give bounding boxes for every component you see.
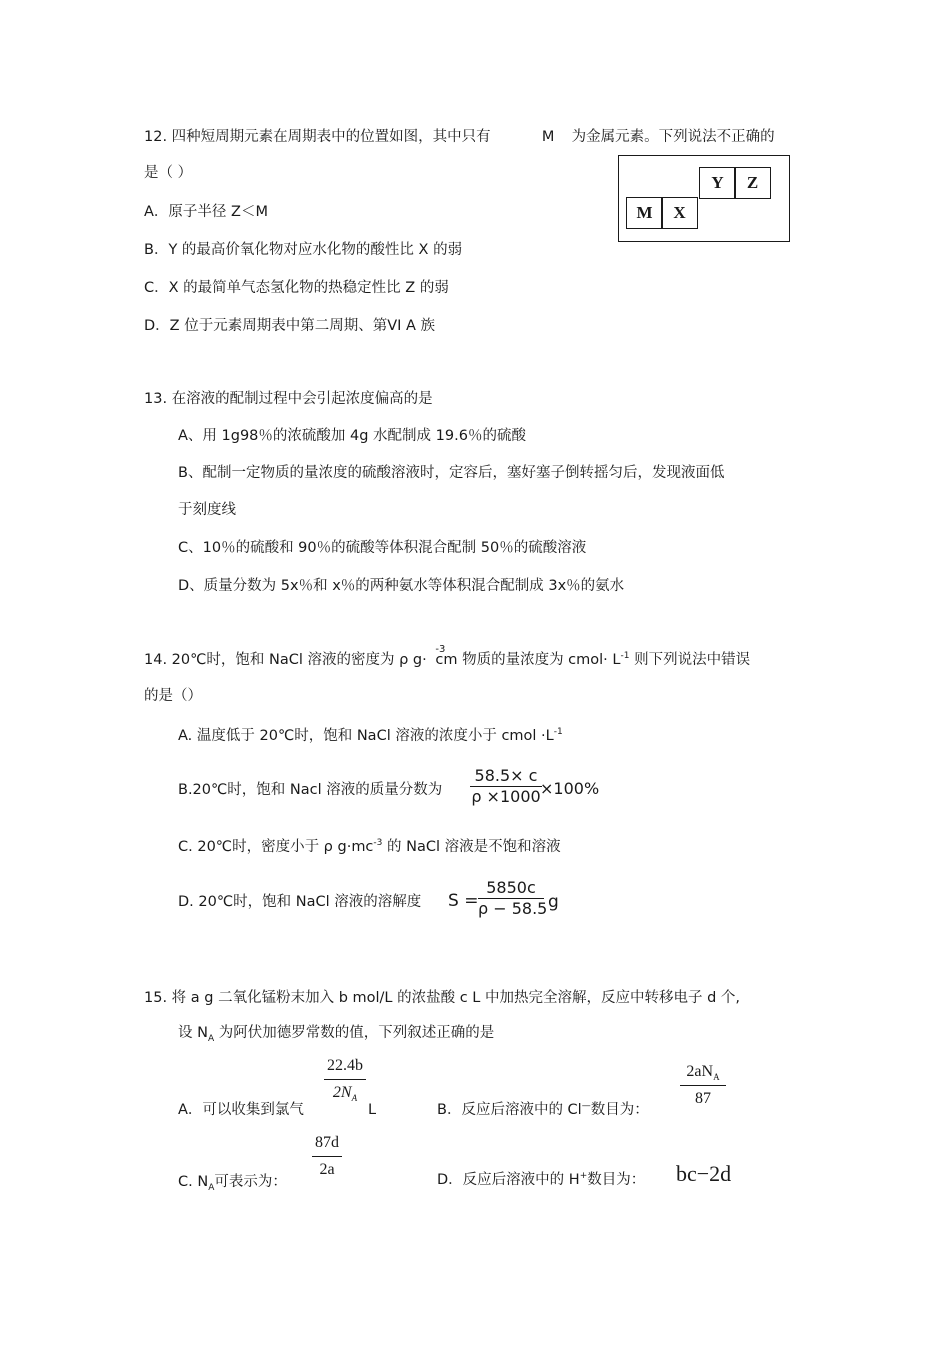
q12-stem-line1 [144, 130, 775, 145]
q15-option-c-sub: A [208, 1182, 215, 1193]
q14-option-d-denominator: ρ − 58.5 [478, 899, 548, 918]
q15-option-b-text: B．反应后溶液中的 Cl [437, 1102, 582, 1118]
q15-option-d-expression: bc−2d [676, 1161, 732, 1186]
q15-option-b-numerator: 2aN [686, 1063, 714, 1080]
q12-cell-x: X [661, 197, 698, 229]
q12-periodic-table-figure [618, 155, 790, 242]
q15-option-b-fraction [680, 1064, 726, 1107]
q12-option-d: D．Z 位于元素周期表中第二周期、第VI A 族 [144, 318, 436, 334]
q15-stem-line2 [178, 1025, 495, 1044]
q14-option-d-fraction [478, 878, 548, 918]
q14-stem-cm: cm [435, 652, 458, 668]
q12-cell-y: Y [699, 167, 736, 199]
q14-option-b-numerator: 58.5× c [474, 766, 538, 785]
q13-option-b: B、配制一定物质的量浓度的硫酸溶液时，定容后，塞好塞子倒转摇匀后，发现液面低 [178, 465, 725, 481]
q15-option-c-fraction [312, 1135, 342, 1178]
q15-option-d-sup: + [579, 1171, 588, 1182]
q15-stem-line1: 15. 将 a g 二氧化锰粉末加入 b mol/L 的浓盐酸 c L 中加热完全溶解，反应中转移电子 d 个, [144, 990, 741, 1006]
q12-stem-a: 12. 四种短周期元素在周期表中的位置如图，其中只有 [144, 129, 491, 145]
q14-stem-line1 [144, 644, 751, 668]
q15-option-a-fraction [324, 1057, 366, 1104]
q14-stem-b: 物质的量浓度为 cmol· L [462, 652, 621, 668]
q15-option-a-denominator: 2N [332, 1084, 352, 1101]
q15-stem-b-sub: A [207, 1033, 215, 1044]
q14-option-a [178, 729, 563, 744]
q14-option-d-numerator: 5850c [486, 878, 536, 897]
q14-option-b-tail: ×100% [540, 779, 600, 798]
q15-option-a: A．可以收集到氯气 [178, 1102, 304, 1118]
q15-option-c-numerator: 87d [315, 1134, 339, 1151]
q13-option-b-cont: 于刻度线 [178, 502, 236, 518]
q14-option-b-denominator: ρ ×1000 [471, 787, 541, 806]
q13-option-a: A、用 1g98％的浓硫酸加 4g 水配制成 19.6％的硫酸 [178, 428, 526, 444]
q15-option-a-denominator-sub: A [351, 1093, 358, 1104]
q14-stem-sup2: -1 [620, 651, 630, 662]
q12-stem-line2: 是（ ） [144, 165, 193, 181]
q14-option-b: B.20℃时，饱和 Nacl 溶液的质量分数为 [178, 782, 443, 798]
q14-option-c-sup: -3 [373, 838, 383, 849]
q15-option-c-text-a: C. N [178, 1174, 209, 1190]
q15-option-b-numerator-sub: A [713, 1072, 720, 1083]
q15-option-b [437, 1103, 649, 1118]
q14-option-c-text-b: 的 NaCl 溶液是不饱和溶液 [387, 839, 561, 855]
q14-stem-line2: 的是（） [144, 688, 202, 704]
q15-option-c [178, 1174, 287, 1193]
q15-option-a-numerator: 22.4b [327, 1057, 363, 1074]
q14-option-d-unit: g [548, 892, 559, 912]
q14-option-d: D. 20℃时，饱和 NaCl 溶液的溶解度 [178, 894, 422, 910]
q14-stem-c: 则下列说法中错误 [634, 652, 751, 668]
q12-cell-z: Z [734, 167, 771, 199]
q15-option-b-tail: 数目为： [590, 1102, 649, 1118]
q12-stem-b: 为金属元素。下列说法不正确的 [571, 129, 775, 145]
q15-stem-b: 设 N [178, 1025, 208, 1041]
q12-option-c: C．X 的最简单气态氢化物的热稳定性比 Z 的弱 [144, 280, 449, 296]
q14-stem-a: 14. 20℃时，饱和 NaCl 溶液的密度为 ρ g· [144, 652, 427, 668]
q15-option-b-sup: — [581, 1101, 591, 1112]
q15-option-d-text-a: D．反应后溶液中的 H [437, 1172, 580, 1188]
q12-cell-m: M [626, 197, 663, 229]
q14-option-a-text: A. 温度低于 20℃时，饱和 NaCl 溶液的浓度小于 cmol ·L [178, 728, 554, 744]
q13-stem: 13. 在溶液的配制过程中会引起浓度偏高的是 [144, 391, 433, 407]
q14-option-c-text-a: C. 20℃时，密度小于 ρ g·mc [178, 839, 374, 855]
q15-stem-b-tail: 为阿伏加德罗常数的值，下列叙述正确的是 [218, 1025, 495, 1041]
q14-option-d-s: S = [448, 891, 479, 911]
q15-option-a-unit: L [368, 1102, 377, 1118]
q14-option-a-sup: -1 [553, 727, 563, 738]
q13-option-d: D、质量分数为 5x％和 x％的两种氨水等体积混合配制成 3x％的氨水 [178, 578, 625, 594]
q14-stem-sup: -3 [435, 644, 446, 655]
q13-option-c: C、10％的硫酸和 90％的硫酸等体积混合配制 50％的硫酸溶液 [178, 540, 587, 556]
q15-option-b-denominator: 87 [695, 1090, 711, 1107]
q15-option-c-text-b: 可表示为： [214, 1174, 287, 1190]
q12-stem-m: M [541, 129, 555, 145]
q12-option-a: A．原子半径 Z＜M [144, 204, 268, 220]
q15-option-c-denominator: 2a [319, 1161, 335, 1178]
q14-option-c [178, 840, 561, 855]
q12-option-b: B．Y 的最高价氧化物对应水化物的酸性比 X 的弱 [144, 242, 463, 258]
q15-option-d [437, 1173, 645, 1188]
q14-option-b-fraction [470, 768, 542, 805]
q15-option-d-text-b: 数目为： [587, 1172, 646, 1188]
